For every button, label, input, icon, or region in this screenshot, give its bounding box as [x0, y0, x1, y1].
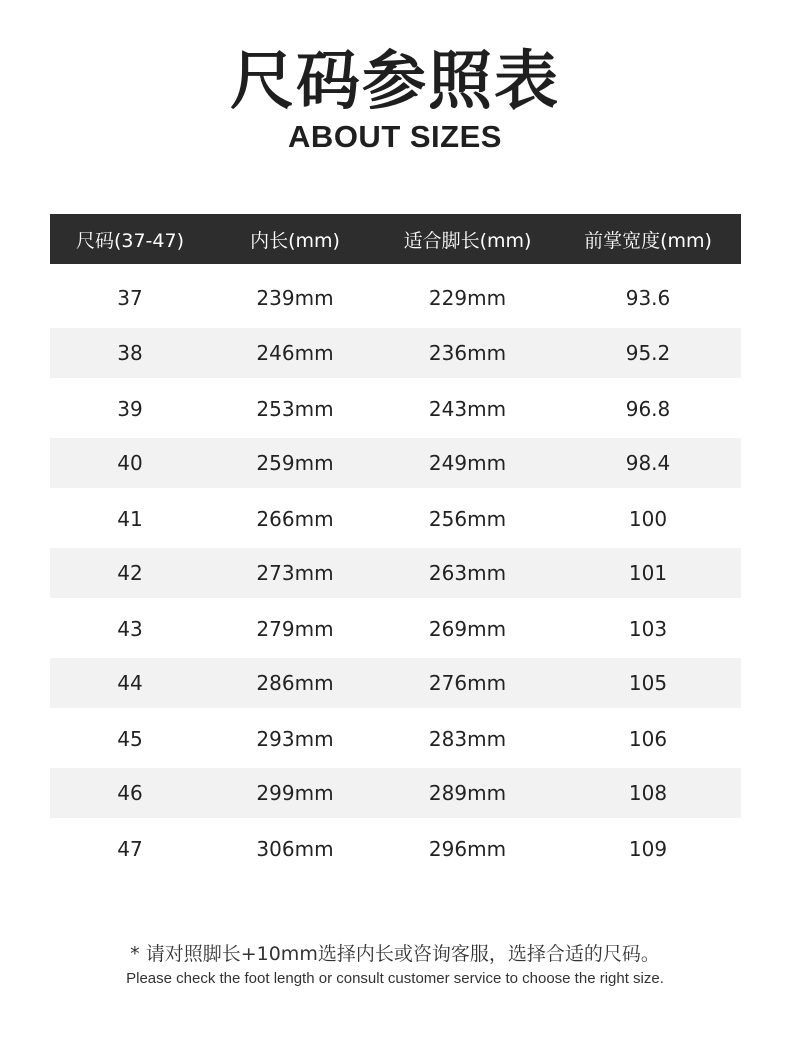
cell-forefoot-width: 93.6: [625, 286, 671, 310]
cell-inner-length: 273mm: [256, 561, 334, 585]
table-row: [50, 328, 741, 378]
column-header-foot-length: 适合脚长(mm): [403, 229, 532, 252]
cell-forefoot-width: 101: [628, 561, 668, 585]
table-row: [50, 491, 741, 546]
cell-foot-length: 289mm: [428, 781, 507, 805]
cell-inner-length: 239mm: [256, 286, 334, 310]
size-note-english: Please check the foot length or consult customer service to choose the right size.: [126, 970, 664, 987]
cell-inner-length: 266mm: [256, 506, 334, 531]
cell-foot-length: 256mm: [428, 506, 507, 531]
cell-size: 47: [117, 836, 143, 861]
cell-inner-length: 279mm: [256, 616, 334, 641]
table-row: [50, 711, 741, 766]
page-title: 尺码参照表: [230, 45, 560, 119]
cell-forefoot-width: 109: [628, 836, 668, 861]
cell-forefoot-width: 103: [628, 616, 668, 641]
cell-inner-length: 286mm: [256, 671, 334, 695]
cell-size: 40: [117, 451, 143, 475]
cell-size: 45: [117, 726, 143, 751]
cell-foot-length: 283mm: [428, 726, 507, 751]
cell-foot-length: 243mm: [428, 396, 507, 421]
column-header-forefoot-width: 前掌宽度(mm): [584, 229, 712, 252]
cell-forefoot-width: 98.4: [625, 451, 671, 475]
cell-foot-length: 263mm: [428, 561, 507, 585]
cell-foot-length: 296mm: [428, 836, 507, 861]
table-row: [50, 821, 741, 876]
table-row: [50, 658, 741, 708]
cell-inner-length: 299mm: [256, 781, 334, 805]
cell-foot-length: 276mm: [428, 671, 507, 695]
cell-forefoot-width: 96.8: [625, 396, 671, 421]
cell-forefoot-width: 95.2: [625, 341, 671, 365]
cell-inner-length: 253mm: [256, 396, 334, 421]
table-row: [50, 768, 741, 818]
table-row: [50, 438, 741, 488]
table-row: [50, 264, 741, 326]
cell-size: 43: [117, 616, 143, 641]
cell-size: 41: [117, 506, 143, 531]
cell-foot-length: 249mm: [428, 451, 507, 475]
table-row: [50, 601, 741, 656]
cell-forefoot-width: 106: [628, 726, 668, 751]
cell-forefoot-width: 105: [628, 671, 668, 695]
cell-inner-length: 306mm: [256, 836, 334, 861]
cell-inner-length: 293mm: [256, 726, 334, 751]
table-row: [50, 381, 741, 436]
cell-forefoot-width: 108: [628, 781, 668, 805]
cell-size: 44: [117, 671, 143, 695]
cell-foot-length: 269mm: [428, 616, 507, 641]
cell-foot-length: 229mm: [428, 286, 507, 310]
cell-size: 37: [117, 286, 143, 310]
cell-foot-length: 236mm: [428, 341, 507, 365]
cell-inner-length: 246mm: [256, 341, 334, 365]
cell-size: 39: [117, 396, 143, 421]
page-subtitle: ABOUT SIZES: [288, 119, 502, 154]
size-table: [50, 214, 741, 876]
cell-forefoot-width: 100: [628, 506, 668, 531]
table-header: [50, 214, 741, 264]
column-header-inner-length: 内长(mm): [250, 229, 340, 252]
cell-size: 38: [117, 341, 143, 365]
size-note-chinese: * 请对照脚长+10mm选择内长或咨询客服，选择合适的尺码。: [130, 943, 660, 965]
table-row: [50, 548, 741, 598]
cell-size: 42: [117, 561, 143, 585]
cell-size: 46: [117, 781, 143, 805]
cell-inner-length: 259mm: [256, 451, 334, 475]
column-header-size: 尺码(37-47): [75, 229, 185, 252]
